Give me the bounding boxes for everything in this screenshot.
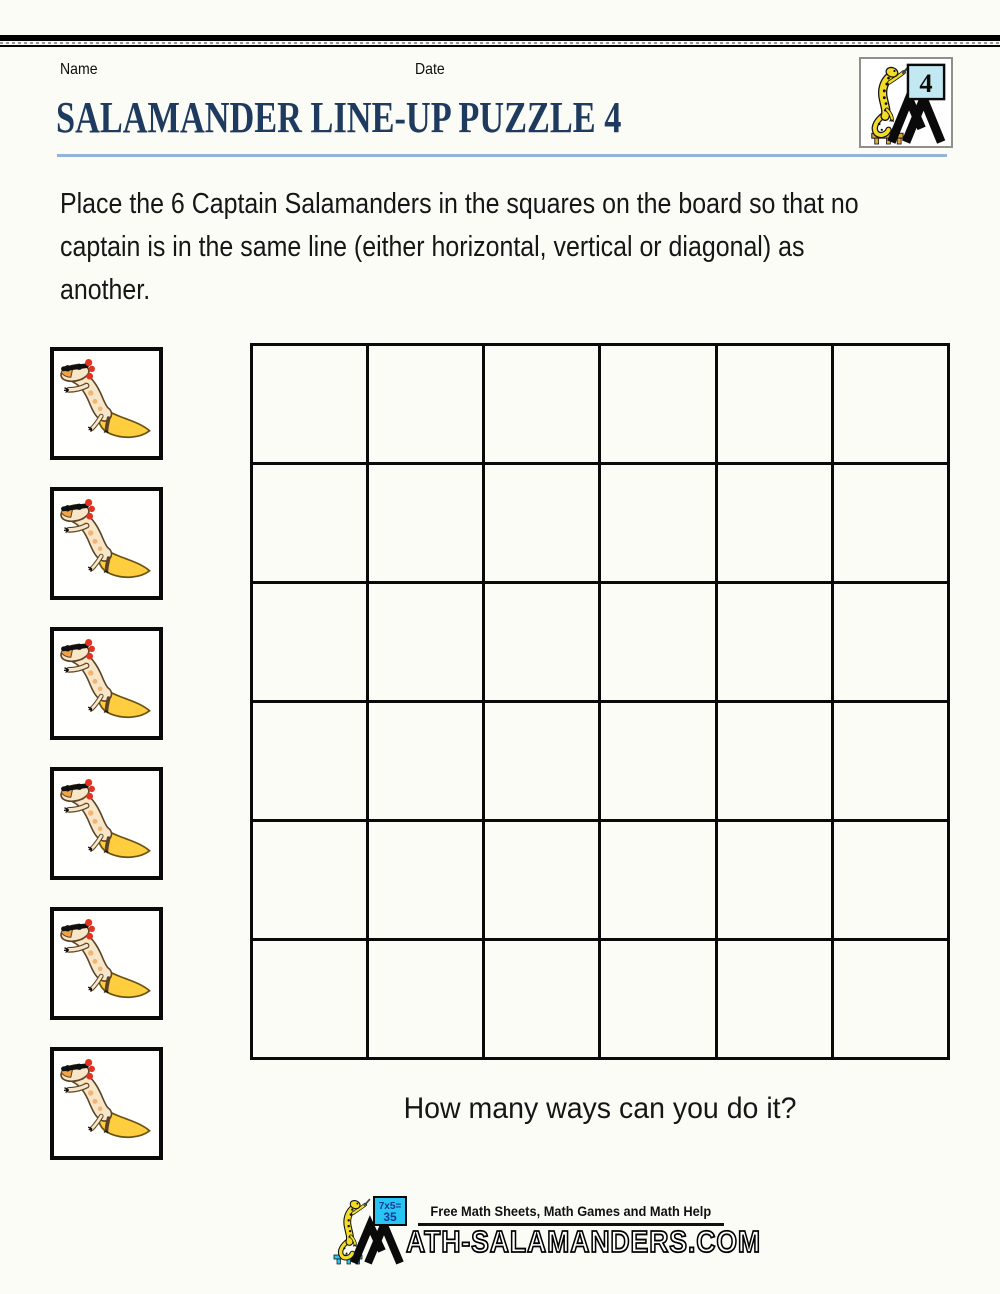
- board-cell[interactable]: [485, 465, 598, 581]
- board-cell[interactable]: [485, 941, 598, 1057]
- captain-salamander-icon: [54, 631, 159, 736]
- logo-board-equation: 7x5=: [378, 1201, 402, 1212]
- instruction-line: captain is in the same line (either horizontal, vertical or diagonal) as: [60, 231, 805, 263]
- page-title: SALAMANDER LINE-UP PUZZLE 4: [56, 93, 622, 142]
- board-cell[interactable]: [485, 822, 598, 938]
- board-cell[interactable]: [718, 584, 831, 700]
- board-cell[interactable]: [369, 584, 482, 700]
- board-cell[interactable]: [369, 346, 482, 462]
- spotted-salamander-icon: [862, 60, 950, 145]
- board-cell[interactable]: [485, 584, 598, 700]
- board-cell[interactable]: [718, 941, 831, 1057]
- captain-salamander-icon: [54, 1051, 159, 1156]
- board-cell[interactable]: [253, 465, 366, 581]
- salamander-piece[interactable]: [50, 767, 163, 880]
- footer-brand: [330, 1195, 762, 1265]
- board-cell[interactable]: [718, 346, 831, 462]
- name-label: Name: [60, 61, 98, 78]
- captain-salamander-icon: [54, 911, 159, 1016]
- logo-number: 4: [919, 69, 933, 99]
- title-underline: [57, 154, 947, 157]
- captain-salamander-icon: [54, 491, 159, 596]
- board-cell[interactable]: [369, 822, 482, 938]
- board-cell[interactable]: [253, 822, 366, 938]
- salamander-piece[interactable]: [50, 487, 163, 600]
- board-cell[interactable]: [369, 703, 482, 819]
- math-salamanders-logo: [859, 57, 953, 148]
- board-cell[interactable]: [253, 941, 366, 1057]
- instructions: [60, 183, 859, 312]
- logo-board-answer: 35: [383, 1210, 397, 1224]
- date-label: Date: [415, 61, 445, 78]
- board-cell[interactable]: [718, 465, 831, 581]
- board-cell[interactable]: [718, 703, 831, 819]
- instruction-line: Place the 6 Captain Salamanders in the squares on the board so that no: [60, 188, 859, 220]
- board-cell[interactable]: [718, 822, 831, 938]
- instruction-line: another.: [60, 274, 151, 306]
- board-cell[interactable]: [485, 346, 598, 462]
- board-cell[interactable]: [601, 346, 714, 462]
- captain-salamander-icon: [54, 351, 159, 456]
- question-text: How many ways can you do it?: [403, 1092, 797, 1125]
- board-cell[interactable]: [369, 941, 482, 1057]
- top-rule: [0, 35, 1000, 47]
- salamander-piece[interactable]: [50, 627, 163, 740]
- puzzle-board: [250, 343, 950, 1060]
- board-cell[interactable]: [834, 346, 947, 462]
- board-cell[interactable]: [253, 703, 366, 819]
- salamander-pieces: [50, 347, 163, 1187]
- board-cell[interactable]: [601, 703, 714, 819]
- board-cell[interactable]: [369, 465, 482, 581]
- board-cell[interactable]: [834, 703, 947, 819]
- captain-salamander-icon: [54, 771, 159, 876]
- board-cell[interactable]: [834, 584, 947, 700]
- salamander-piece[interactable]: [50, 907, 163, 1020]
- board-cell[interactable]: [253, 584, 366, 700]
- board-cell[interactable]: [834, 465, 947, 581]
- footer-brand-text: ATH-SALAMANDERS.COM: [406, 1224, 762, 1259]
- board-cell[interactable]: [834, 822, 947, 938]
- board-cell[interactable]: [601, 941, 714, 1057]
- board-cell[interactable]: [601, 465, 714, 581]
- board-cell[interactable]: [601, 822, 714, 938]
- board-cell[interactable]: [253, 346, 366, 462]
- board-cell[interactable]: [485, 703, 598, 819]
- salamander-piece[interactable]: [50, 347, 163, 460]
- footer-tagline: Free Math Sheets, Math Games and Math Help: [430, 1204, 712, 1219]
- salamander-piece[interactable]: [50, 1047, 163, 1160]
- board-cell[interactable]: [601, 584, 714, 700]
- board-cell[interactable]: [834, 941, 947, 1057]
